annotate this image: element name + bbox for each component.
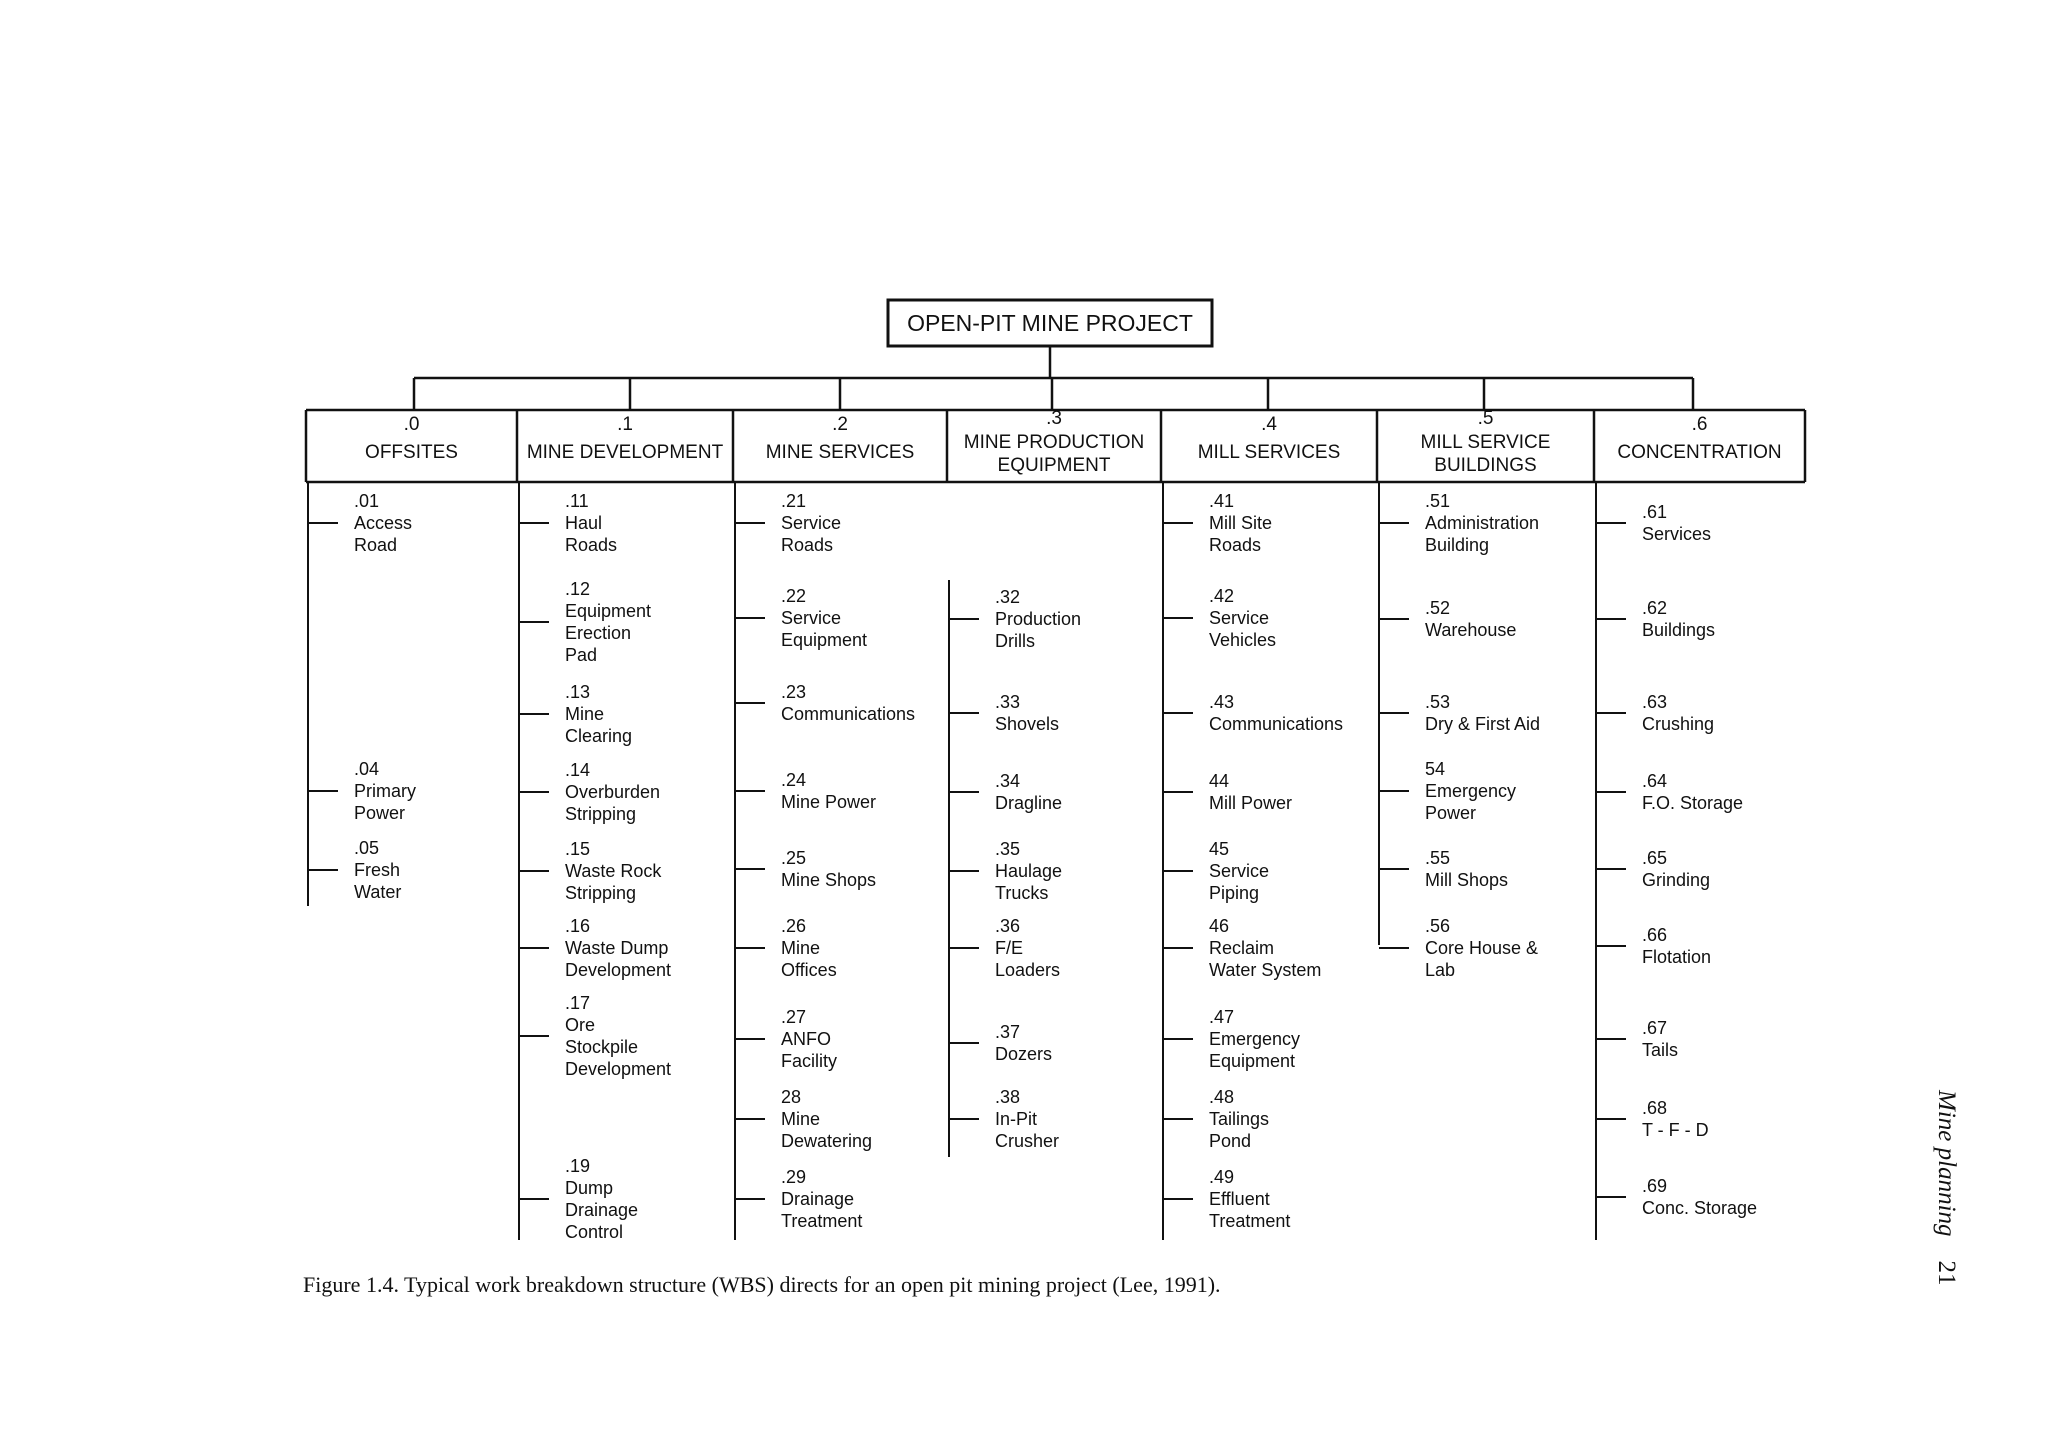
item-label: Mill Power [1209, 793, 1293, 813]
item-label: Mine [781, 1109, 821, 1129]
column-code: .2 [832, 414, 848, 435]
item-label: Treatment [1209, 1211, 1291, 1231]
column-title: EQUIPMENT [997, 455, 1111, 476]
page-number: 21 [1933, 1260, 1960, 1286]
item-label: Roads [781, 535, 834, 555]
column-title: MINE SERVICES [765, 442, 915, 463]
item-label: Communications [781, 704, 916, 724]
item-label: Access [354, 513, 413, 533]
item-code: .43 [1209, 692, 1235, 712]
item-label: Road [354, 535, 398, 555]
item-label: Piping [1209, 883, 1260, 903]
item-label: Water System [1209, 960, 1322, 980]
item-label: Communications [1209, 714, 1344, 734]
item-label: ANFO [781, 1029, 832, 1049]
item-label: Dump [565, 1178, 614, 1198]
item-code: .64 [1642, 771, 1668, 791]
column-title: BUILDINGS [1434, 455, 1537, 476]
running-head [1933, 1090, 2000, 1330]
item-code: .25 [781, 848, 807, 868]
column-code: .5 [1477, 408, 1494, 429]
item-label: Tails [1642, 1040, 1679, 1060]
column-title: MILL SERVICE [1420, 432, 1551, 453]
item-label: Ore [565, 1015, 596, 1035]
column-title: OFFSITES [365, 442, 458, 463]
column-title: MINE PRODUCTION [963, 432, 1145, 453]
item-label: Crusher [995, 1131, 1060, 1151]
item-label: Development [565, 1059, 672, 1079]
item-label: Primary [354, 781, 416, 801]
item-label: Stripping [565, 804, 637, 824]
item-label: Service [1209, 608, 1270, 628]
item-code: .22 [781, 586, 807, 606]
item-code: .11 [565, 491, 589, 511]
item-label: Drainage [781, 1189, 855, 1209]
item-label: Core House & [1425, 938, 1539, 958]
item-label: Power [354, 803, 406, 823]
item-code: .51 [1425, 491, 1451, 511]
running-head-section: Mine planning [1933, 1090, 1960, 1237]
item-label: F/E [995, 938, 1024, 958]
item-label: Overburden [565, 782, 661, 802]
item-label: Emergency [1425, 781, 1517, 801]
item-label: Buildings [1642, 620, 1716, 640]
item-label: Pad [565, 645, 598, 665]
item-label: Drills [995, 631, 1035, 651]
item-code: .36 [995, 916, 1021, 936]
item-label: Offices [781, 960, 837, 980]
column-title: MILL SERVICES [1197, 442, 1341, 463]
item-label: Service [781, 513, 842, 533]
item-code: 28 [781, 1087, 802, 1107]
item-code: .62 [1642, 598, 1668, 618]
item-label: Mine [781, 938, 821, 958]
item-code: .19 [565, 1156, 591, 1176]
item-code: .61 [1642, 502, 1668, 522]
item-code: .52 [1425, 598, 1451, 618]
item-label: Roads [1209, 535, 1262, 555]
item-code: .14 [565, 760, 591, 780]
item-label: Dozers [995, 1044, 1053, 1064]
item-label: Clearing [565, 726, 633, 746]
item-code: .41 [1209, 491, 1235, 511]
item-code: .01 [354, 491, 380, 511]
item-code: .38 [995, 1087, 1021, 1107]
item-code: 45 [1209, 839, 1230, 859]
item-label: Control [565, 1222, 624, 1242]
column-title: MINE DEVELOPMENT [526, 442, 724, 463]
item-label: Fresh [354, 860, 401, 880]
item-label: Services [1642, 524, 1712, 544]
item-label: Dewatering [781, 1131, 873, 1151]
item-code: .15 [565, 839, 591, 859]
item-code: .29 [781, 1167, 807, 1187]
item-code: .55 [1425, 848, 1451, 868]
item-code: .37 [995, 1022, 1021, 1042]
item-label: Waste Rock [565, 861, 662, 881]
item-code: .24 [781, 770, 807, 790]
item-code: .26 [781, 916, 807, 936]
item-code: .53 [1425, 692, 1451, 712]
item-label: Mill Shops [1425, 870, 1509, 890]
item-code: .13 [565, 682, 591, 702]
item-label: Haulage [995, 861, 1063, 881]
item-label: Mine Power [781, 792, 877, 812]
item-label: Drainage [565, 1200, 639, 1220]
item-label: Tailings [1209, 1109, 1270, 1129]
item-code: .32 [995, 587, 1021, 607]
item-code: .21 [781, 491, 807, 511]
root-label: OPEN-PIT MINE PROJECT [907, 310, 1193, 336]
item-code: .35 [995, 839, 1021, 859]
item-code: .34 [995, 771, 1021, 791]
item-label: Development [565, 960, 672, 980]
item-code: .49 [1209, 1167, 1235, 1187]
item-label: Building [1425, 535, 1490, 555]
item-label: Equipment [781, 630, 868, 650]
item-code: .47 [1209, 1007, 1235, 1027]
item-label: In-Pit [995, 1109, 1038, 1129]
item-code: .68 [1642, 1098, 1668, 1118]
item-code: .23 [781, 682, 807, 702]
item-label: Dry & First Aid [1425, 714, 1541, 734]
item-code: .05 [354, 838, 380, 858]
item-code: .27 [781, 1007, 807, 1027]
column-code: .3 [1046, 408, 1062, 429]
item-label: Loaders [995, 960, 1061, 980]
item-code: .17 [565, 993, 591, 1013]
item-label: Roads [565, 535, 618, 555]
item-code: .42 [1209, 586, 1235, 606]
item-code: 44 [1209, 771, 1230, 791]
item-label: T - F - D [1642, 1120, 1709, 1140]
item-label: Power [1425, 803, 1477, 823]
item-code: .12 [565, 579, 591, 599]
column-code: .6 [1691, 414, 1708, 435]
item-code: .66 [1642, 925, 1668, 945]
item-label: Mine Shops [781, 870, 877, 890]
item-code: .33 [995, 692, 1021, 712]
item-label: Haul [565, 513, 603, 533]
item-label: Equipment [565, 601, 652, 621]
item-label: Warehouse [1425, 620, 1517, 640]
column-code: .1 [617, 414, 633, 435]
item-label: Dragline [995, 793, 1063, 813]
item-label: Lab [1425, 960, 1456, 980]
item-label: Flotation [1642, 947, 1712, 967]
item-code: .48 [1209, 1087, 1235, 1107]
item-code: .63 [1642, 692, 1668, 712]
column-title: CONCENTRATION [1617, 442, 1782, 463]
item-label: Stockpile [565, 1037, 639, 1057]
item-label: Vehicles [1209, 630, 1277, 650]
column-code: .4 [1261, 414, 1277, 435]
item-code: .04 [354, 759, 380, 779]
item-label: Service [1209, 861, 1270, 881]
item-label: Erection [565, 623, 632, 643]
item-label: F.O. Storage [1642, 793, 1744, 813]
item-label: Reclaim [1209, 938, 1275, 958]
item-code: 54 [1425, 759, 1446, 779]
item-code: .56 [1425, 916, 1451, 936]
item-label: Production [995, 609, 1082, 629]
item-label: Waste Dump [565, 938, 669, 958]
item-label: Effluent [1209, 1189, 1270, 1209]
item-label: Treatment [781, 1211, 863, 1231]
item-label: Crushing [1642, 714, 1715, 734]
item-label: Stripping [565, 883, 637, 903]
item-label: Shovels [995, 714, 1060, 734]
item-code: .16 [565, 916, 591, 936]
item-label: Conc. Storage [1642, 1198, 1758, 1218]
item-label: Emergency [1209, 1029, 1301, 1049]
column-code: .0 [403, 414, 420, 435]
item-label: Mine [565, 704, 605, 724]
item-code: .69 [1642, 1176, 1668, 1196]
item-code: .67 [1642, 1018, 1668, 1038]
item-label: Mill Site [1209, 513, 1273, 533]
item-code: .65 [1642, 848, 1668, 868]
item-label: Service [781, 608, 842, 628]
item-label: Grinding [1642, 870, 1711, 890]
item-label: Administration [1425, 513, 1540, 533]
item-label: Facility [781, 1051, 838, 1071]
figure-caption: Figure 1.4. Typical work breakdown structure (WBS) directs for an open pit mining project (Lee, 1991). [303, 1272, 1221, 1297]
item-label: Water [354, 882, 402, 902]
item-label: Pond [1209, 1131, 1252, 1151]
item-code: 46 [1209, 916, 1230, 936]
item-label: Equipment [1209, 1051, 1296, 1071]
item-label: Trucks [995, 883, 1049, 903]
